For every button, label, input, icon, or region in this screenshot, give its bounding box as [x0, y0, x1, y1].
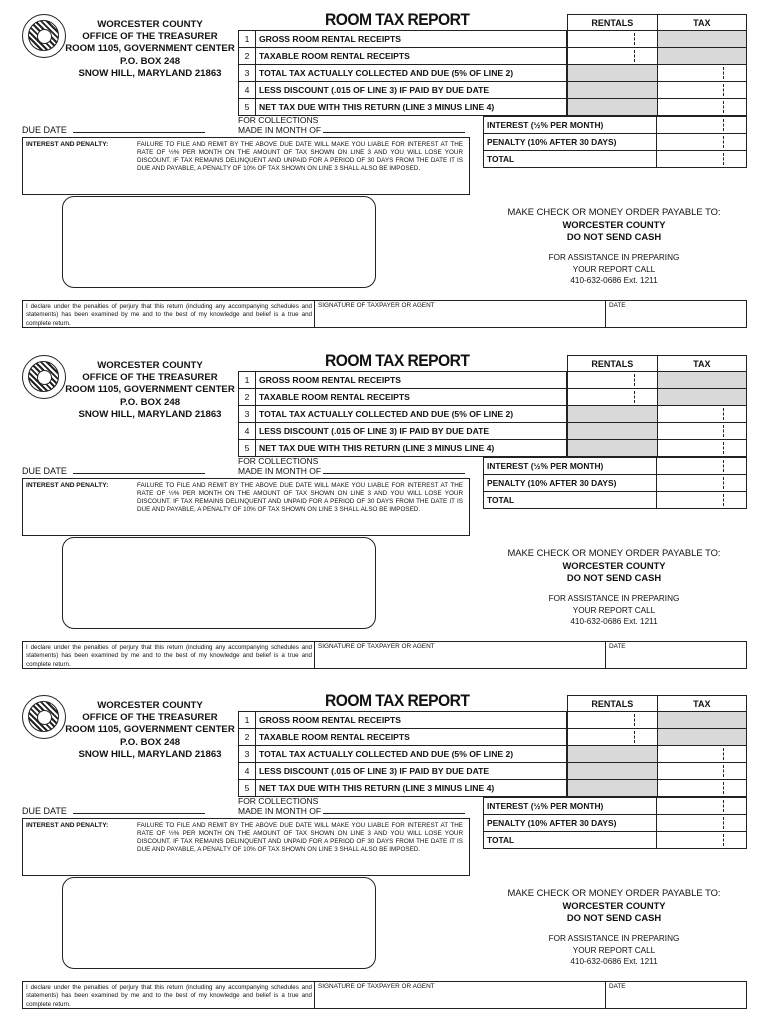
assist-line1: FOR ASSISTANCE IN PREPARING	[548, 934, 680, 943]
line-label: TOTAL TAX ACTUALLY COLLECTED AND DUE (5% OF LINE 2)	[256, 65, 567, 82]
address-line: OFFICE OF THE TREASURER	[82, 712, 218, 724]
line4-tax-field[interactable]	[657, 763, 746, 780]
amounts-grid	[567, 695, 747, 797]
notice-text: FAILURE TO FILE AND REMIT BY THE ABOVE DUE DATE WILL MAKE YOU LIABLE FOR INTEREST AT THE RATE OF ½% PER MONTH ON THE AMOUNT OF TAX SHOWN ON LINE 3 AND YOU WILL LOSE YOUR DISCOUNT. IF TAX REMAINS DELINQUENT AND UNPAID FOR A PERIOD OF 30 DAYS FROM THE DATE IT IS DUE AND PAYABLE, A PENALTY OF 10% OF TAX SHOWN ON LINE 3 SHALL ALSO BE IMPOSED.	[137, 822, 463, 853]
line2-tax-shaded	[657, 389, 746, 406]
line4-rentals-shaded	[568, 763, 658, 780]
line5-tax-field[interactable]	[657, 780, 746, 797]
penalty-label: PENALTY (10% AFTER 30 DAYS)	[484, 815, 657, 832]
interest-field[interactable]	[657, 117, 747, 134]
total-field[interactable]	[657, 151, 747, 168]
collections-month-row	[238, 457, 465, 476]
report-line	[239, 729, 567, 746]
report-line	[239, 746, 567, 763]
total-field[interactable]	[657, 832, 747, 849]
due-date-row	[22, 124, 205, 135]
assist-phone: 410-632-0686 Ext. 1211	[570, 617, 658, 626]
no-cash-notice: DO NOT SEND CASH	[566, 912, 662, 923]
assistance-info	[480, 593, 748, 628]
date-field[interactable]	[605, 641, 747, 669]
line5-rentals-shaded	[568, 440, 658, 457]
line-number: 5	[239, 440, 256, 457]
line-label: TAXABLE ROOM RENTAL RECEIPTS	[256, 729, 567, 746]
due-date-field[interactable]	[73, 805, 205, 814]
treasurer-address	[50, 19, 250, 80]
amounts-grid	[567, 14, 747, 116]
assistance-info	[480, 252, 748, 287]
date-field[interactable]	[605, 981, 747, 1009]
payable-to-label: MAKE CHECK OR MONEY ORDER PAYABLE TO:	[507, 206, 721, 217]
report-lines	[238, 711, 567, 797]
assist-line2: YOUR REPORT CALL	[572, 945, 656, 955]
line3-rentals-shaded	[568, 406, 658, 423]
report-lines	[238, 371, 567, 457]
report-line	[239, 423, 567, 440]
assist-line1: FOR ASSISTANCE IN PREPARING	[548, 594, 680, 603]
line-label: GROSS ROOM RENTAL RECEIPTS	[256, 31, 567, 48]
line-label: GROSS ROOM RENTAL RECEIPTS	[256, 372, 567, 389]
line3-tax-field[interactable]	[657, 406, 746, 423]
form-title: ROOM TAX REPORT	[325, 351, 470, 370]
declaration-row	[22, 300, 747, 328]
interest-label: INTEREST (½% PER MONTH)	[484, 798, 657, 815]
collections-label-line1: FOR COLLECTIONS	[238, 456, 319, 466]
signature-label: SIGNATURE OF TAXPAYER OR AGENT	[318, 983, 435, 990]
taxpayer-address-box[interactable]	[62, 877, 376, 969]
assist-line2: YOUR REPORT CALL	[572, 605, 656, 615]
collections-month-field[interactable]	[323, 806, 465, 814]
rentals-column-header: RENTALS	[568, 696, 658, 712]
line2-rentals-field[interactable]	[568, 48, 658, 65]
line-number: 3	[239, 746, 256, 763]
line-number: 1	[239, 712, 256, 729]
tax-column-header: TAX	[657, 15, 746, 31]
address-line: SNOW HILL, MARYLAND 21863	[78, 748, 222, 760]
address-line: WORCESTER COUNTY	[97, 19, 203, 30]
assist-phone: 410-632-0686 Ext. 1211	[570, 957, 658, 966]
line-label: TAXABLE ROOM RENTAL RECEIPTS	[256, 389, 567, 406]
collections-label-line2: MADE IN MONTH OF	[238, 806, 322, 816]
line2-rentals-field[interactable]	[568, 729, 658, 746]
notice-heading: INTEREST AND PENALTY:	[26, 822, 109, 829]
line5-tax-field[interactable]	[657, 99, 746, 116]
collections-month-row	[238, 797, 465, 816]
address-line: OFFICE OF THE TREASURER	[82, 372, 218, 384]
report-lines	[238, 30, 567, 116]
report-line	[239, 82, 567, 99]
line-number: 1	[239, 372, 256, 389]
due-date-row	[22, 805, 205, 816]
signature-field[interactable]	[314, 641, 606, 669]
notice-heading: INTEREST AND PENALTY:	[26, 482, 109, 489]
notice-heading: INTEREST AND PENALTY:	[26, 141, 109, 148]
assist-line1: FOR ASSISTANCE IN PREPARING	[548, 253, 680, 262]
line3-rentals-shaded	[568, 746, 658, 763]
due-date-field[interactable]	[73, 124, 205, 133]
due-date-label: DUE DATE	[22, 466, 67, 476]
report-line	[239, 712, 567, 729]
line3-tax-field[interactable]	[657, 65, 746, 82]
line2-tax-shaded	[657, 729, 746, 746]
interest-penalty-notice	[22, 818, 470, 876]
line1-tax-shaded	[657, 372, 746, 389]
line-label: TOTAL TAX ACTUALLY COLLECTED AND DUE (5% OF LINE 2)	[256, 406, 567, 423]
notice-text: FAILURE TO FILE AND REMIT BY THE ABOVE DUE DATE WILL MAKE YOU LIABLE FOR INTEREST AT THE RATE OF ½% PER MONTH ON THE AMOUNT OF TAX SHOWN ON LINE 3 AND YOU WILL LOSE YOUR DISCOUNT. IF TAX REMAINS DELINQUENT AND UNPAID FOR A PERIOD OF 30 DAYS FROM THE DATE IT IS DUE AND PAYABLE, A PENALTY OF 10% OF TAX SHOWN ON LINE 3 SHALL ALSO BE IMPOSED.	[137, 482, 463, 513]
line1-rentals-field[interactable]	[568, 31, 658, 48]
signature-field[interactable]	[314, 300, 606, 328]
notice-text: FAILURE TO FILE AND REMIT BY THE ABOVE DUE DATE WILL MAKE YOU LIABLE FOR INTEREST AT THE RATE OF ½% PER MONTH ON THE AMOUNT OF TAX SHOWN ON LINE 3 AND YOU WILL LOSE YOUR DISCOUNT. IF TAX REMAINS DELINQUENT AND UNPAID FOR A PERIOD OF 30 DAYS FROM THE DATE IT IS DUE AND PAYABLE, A PENALTY OF 10% OF TAX SHOWN ON LINE 3 SHALL ALSO BE IMPOSED.	[137, 141, 463, 172]
room-tax-report-form	[0, 0, 770, 340]
line4-tax-field[interactable]	[657, 423, 746, 440]
line3-tax-field[interactable]	[657, 746, 746, 763]
declaration-row	[22, 641, 747, 669]
payee-name: WORCESTER COUNTY	[562, 218, 666, 230]
form-title: ROOM TAX REPORT	[325, 691, 470, 710]
tax-column-header: TAX	[657, 356, 746, 372]
line4-rentals-shaded	[568, 423, 658, 440]
collections-month-row	[238, 116, 465, 135]
penalty-field[interactable]	[657, 134, 747, 151]
form-title: ROOM TAX REPORT	[325, 10, 470, 29]
assist-phone: 410-632-0686 Ext. 1211	[570, 276, 658, 285]
signature-label: SIGNATURE OF TAXPAYER OR AGENT	[318, 302, 435, 309]
line-label: TAXABLE ROOM RENTAL RECEIPTS	[256, 48, 567, 65]
address-line: SNOW HILL, MARYLAND 21863	[78, 67, 222, 79]
line-number: 5	[239, 780, 256, 797]
payable-to-label: MAKE CHECK OR MONEY ORDER PAYABLE TO:	[507, 887, 721, 898]
line4-tax-field[interactable]	[657, 82, 746, 99]
total-label: TOTAL	[484, 832, 657, 849]
line-number: 2	[239, 729, 256, 746]
room-tax-report-form	[0, 681, 770, 1021]
payment-instructions	[480, 547, 748, 585]
report-line	[239, 65, 567, 82]
taxpayer-address-box[interactable]	[62, 196, 376, 288]
line-number: 5	[239, 99, 256, 116]
line-number: 3	[239, 406, 256, 423]
collections-month-field[interactable]	[323, 466, 465, 474]
payee-name: WORCESTER COUNTY	[562, 899, 666, 911]
tax-column-header: TAX	[657, 696, 746, 712]
address-line: WORCESTER COUNTY	[97, 700, 203, 711]
report-line	[239, 31, 567, 48]
no-cash-notice: DO NOT SEND CASH	[566, 572, 662, 583]
due-date-field[interactable]	[73, 465, 205, 474]
address-line: P.O. BOX 248	[119, 55, 181, 67]
payable-to-label: MAKE CHECK OR MONEY ORDER PAYABLE TO:	[507, 547, 721, 558]
signature-field[interactable]	[314, 981, 606, 1009]
address-line: P.O. BOX 248	[119, 396, 181, 408]
collections-label-line1: FOR COLLECTIONS	[238, 115, 319, 125]
total-label: TOTAL	[484, 151, 657, 168]
date-label: DATE	[609, 983, 626, 990]
report-line	[239, 763, 567, 780]
assistance-info	[480, 933, 748, 968]
address-line: OFFICE OF THE TREASURER	[82, 31, 218, 43]
amounts-grid	[567, 355, 747, 457]
line4-rentals-shaded	[568, 82, 658, 99]
penalty-field[interactable]	[657, 475, 747, 492]
report-line	[239, 372, 567, 389]
interest-field[interactable]	[657, 798, 747, 815]
line-label: GROSS ROOM RENTAL RECEIPTS	[256, 712, 567, 729]
payee-name: WORCESTER COUNTY	[562, 559, 666, 571]
line-number: 2	[239, 389, 256, 406]
line3-rentals-shaded	[568, 65, 658, 82]
treasurer-address	[50, 360, 250, 421]
penalty-label: PENALTY (10% AFTER 30 DAYS)	[484, 134, 657, 151]
interest-field[interactable]	[657, 458, 747, 475]
payment-instructions	[480, 887, 748, 925]
line2-tax-shaded	[657, 48, 746, 65]
address-line: SNOW HILL, MARYLAND 21863	[78, 408, 222, 420]
interest-penalty-notice	[22, 478, 470, 536]
address-line: WORCESTER COUNTY	[97, 360, 203, 371]
perjury-declaration: I declare under the penalties of perjury that this return (including any accompanying schedules and statements) has been examined by me and to the best of my knowledge and belief is a true and complete return.	[26, 303, 312, 327]
interest-label: INTEREST (½% PER MONTH)	[484, 458, 657, 475]
report-line	[239, 406, 567, 423]
due-date-label: DUE DATE	[22, 125, 67, 135]
line-number: 4	[239, 423, 256, 440]
total-field[interactable]	[657, 492, 747, 509]
taxpayer-address-box[interactable]	[62, 537, 376, 629]
penalty-grid	[483, 797, 747, 849]
line-number: 4	[239, 82, 256, 99]
penalty-grid	[483, 116, 747, 168]
report-line	[239, 780, 567, 797]
line1-tax-shaded	[657, 31, 746, 48]
date-field[interactable]	[605, 300, 747, 328]
signature-label: SIGNATURE OF TAXPAYER OR AGENT	[318, 643, 435, 650]
penalty-label: PENALTY (10% AFTER 30 DAYS)	[484, 475, 657, 492]
interest-penalty-notice	[22, 137, 470, 195]
line-label: TOTAL TAX ACTUALLY COLLECTED AND DUE (5% OF LINE 2)	[256, 746, 567, 763]
collections-label-line1: FOR COLLECTIONS	[238, 796, 319, 806]
line-label: NET TAX DUE WITH THIS RETURN (LINE 3 MINUS LINE 4)	[256, 99, 567, 116]
line-label: LESS DISCOUNT (.015 OF LINE 3) IF PAID BY DUE DATE	[256, 82, 567, 99]
perjury-declaration: I declare under the penalties of perjury that this return (including any accompanying schedules and statements) has been examined by me and to the best of my knowledge and belief is a true and complete return.	[26, 984, 312, 1008]
line-label: LESS DISCOUNT (.015 OF LINE 3) IF PAID BY DUE DATE	[256, 763, 567, 780]
collections-month-field[interactable]	[323, 125, 465, 133]
line5-tax-field[interactable]	[657, 440, 746, 457]
treasurer-address	[50, 700, 250, 761]
line-label: NET TAX DUE WITH THIS RETURN (LINE 3 MINUS LINE 4)	[256, 440, 567, 457]
due-date-label: DUE DATE	[22, 806, 67, 816]
rentals-column-header: RENTALS	[568, 356, 658, 372]
line1-tax-shaded	[657, 712, 746, 729]
interest-label: INTEREST (½% PER MONTH)	[484, 117, 657, 134]
declaration-row	[22, 981, 747, 1009]
total-label: TOTAL	[484, 492, 657, 509]
report-line	[239, 48, 567, 65]
line-number: 4	[239, 763, 256, 780]
report-line	[239, 389, 567, 406]
line5-rentals-shaded	[568, 780, 658, 797]
report-line	[239, 440, 567, 457]
address-line: ROOM 1105, GOVERNMENT CENTER	[65, 724, 235, 736]
report-line	[239, 99, 567, 116]
date-label: DATE	[609, 302, 626, 309]
line2-rentals-field[interactable]	[568, 389, 658, 406]
payment-instructions	[480, 206, 748, 244]
line-label: LESS DISCOUNT (.015 OF LINE 3) IF PAID BY DUE DATE	[256, 423, 567, 440]
collections-label-line2: MADE IN MONTH OF	[238, 125, 322, 135]
line-number: 1	[239, 31, 256, 48]
date-label: DATE	[609, 643, 626, 650]
line-label: NET TAX DUE WITH THIS RETURN (LINE 3 MINUS LINE 4)	[256, 780, 567, 797]
line5-rentals-shaded	[568, 99, 658, 116]
penalty-grid	[483, 457, 747, 509]
due-date-row	[22, 465, 205, 476]
line1-rentals-field[interactable]	[568, 712, 658, 729]
collections-label-line2: MADE IN MONTH OF	[238, 466, 322, 476]
line-number: 2	[239, 48, 256, 65]
assist-line2: YOUR REPORT CALL	[572, 264, 656, 274]
line1-rentals-field[interactable]	[568, 372, 658, 389]
room-tax-report-form	[0, 341, 770, 681]
penalty-field[interactable]	[657, 815, 747, 832]
address-line: ROOM 1105, GOVERNMENT CENTER	[65, 43, 235, 55]
rentals-column-header: RENTALS	[568, 15, 658, 31]
line-number: 3	[239, 65, 256, 82]
perjury-declaration: I declare under the penalties of perjury that this return (including any accompanying schedules and statements) has been examined by me and to the best of my knowledge and belief is a true and complete return.	[26, 644, 312, 668]
address-line: ROOM 1105, GOVERNMENT CENTER	[65, 384, 235, 396]
no-cash-notice: DO NOT SEND CASH	[566, 231, 662, 242]
address-line: P.O. BOX 248	[119, 736, 181, 748]
